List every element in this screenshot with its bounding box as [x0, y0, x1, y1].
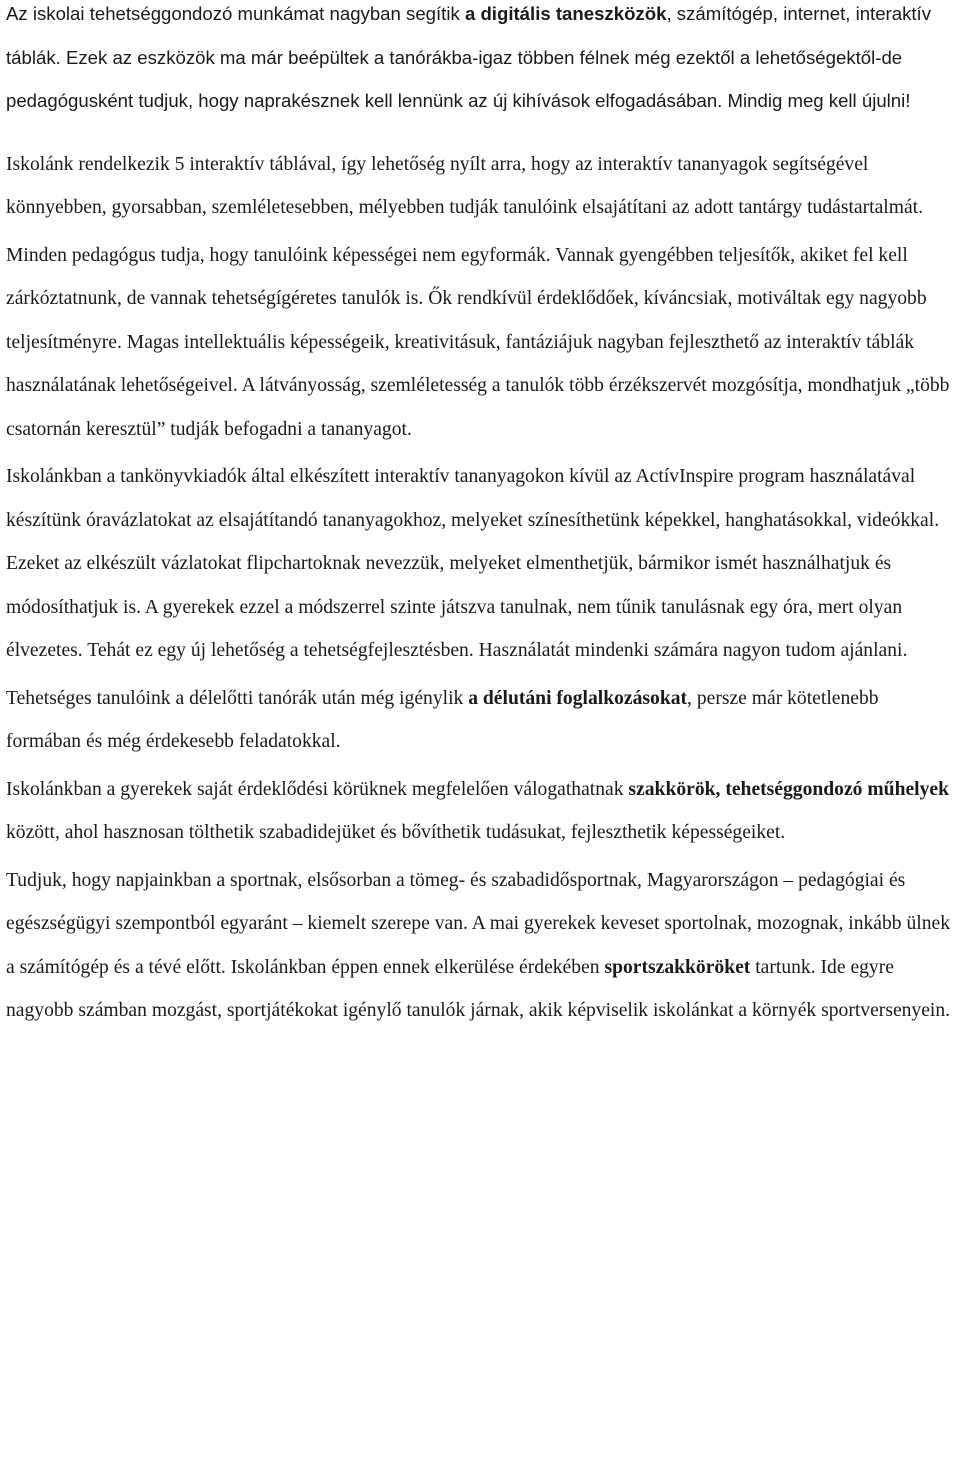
text-segment: Tehetséges tanulóink a délelőtti tanórák után még igénylik [6, 687, 469, 709]
text-segment: Minden pedagógus tudja, hogy tanulóink képességei nem egyformák. Vannak gyengébben teljesítők, akiket fel kell zárkóztatnunk, de vannak tehetségígéretes tanulók is. Ők rendkívül érdeklődőek, kíváncsiak, motiváltak egy nagyobb teljesítményre. Magas intellektuális képességeik, kreativitásuk, fantáziájuk nagyban fejleszthető az interaktív táblák használatának lehetőségeivel. A látványosság, szemléletesség a tanulók több érzékszervét mozgósítja, mondhatjuk „több csatornán keresztül” tudják befogadni a tananyagot. [6, 244, 950, 440]
text-segment: tartunk. Ide egyre nagyobb számban mozgást, sportjátékokat igénylő tanulók járnak, akik képviselik iskolánkat a környék sportversenyein. [6, 956, 951, 1021]
paragraph-student-abilities [6, 234, 956, 452]
paragraph-digital-tools [6, 0, 956, 123]
bold-segment: a digitális taneszközök [464, 3, 667, 24]
bold-segment: a délutáni foglalkozásokat [468, 687, 688, 709]
text-segment: Iskolánkban a tankönyvkiadók által elkészített interaktív tananyagokon kívül az ActívInspire program használatával készítünk óravázlatokat az elsajátítandó tananyagokhoz, melyeket színesíthetünk képekkel, hanghatásokkal, videókkal. Ezeket az elkészült vázlatokat flipchartoknak nevezzük, melyeket elmenthetjük, bármikor ismét használhatjuk és módosíthatjuk is. A gyerekek ezzel a módszerrel szinte játszva tanulnak, nem tűnik tanulásnak egy óra, mert olyan élvezetes. Tehát ez egy új lehetőség a tehetségfejlesztésben. Használatát mindenki számára nagyon tudom ajánlani. [6, 466, 940, 661]
paragraph-activinspire [6, 455, 956, 673]
text-segment: , számítógép, internet, interaktív táblák. Ezek az eszközök ma már beépültek a tanórákba-igaz többen félnek még ezektől a lehetőségektől-de pedagógusként tudjuk, hogy naprakésznek kell lennünk az új kihívások elfogadásában. Mindig meg kell újulni! [6, 3, 932, 111]
paragraph-afternoon-sessions [6, 677, 956, 764]
text-segment: Tudjuk, hogy napjainkban a sportnak, elsősorban a tömeg- és szabadidősportnak, Magyarországon – pedagógiai és egészségügyi szempontból egyaránt – kiemelt szerepe van. A mai gyerekek keveset sportolnak, mozognak, inkább ülnek a számítógép és a tévé előtt. Iskolánkban éppen ennek elkerülése érdekében [6, 869, 951, 978]
bold-segment: szakkörök, tehetséggondozó műhelyek [628, 778, 950, 800]
paragraph-study-circles [6, 768, 956, 855]
text-segment: között, ahol hasznosan tölthetik szabadidejüket és bővíthetik tudásukat, fejleszthetik képességeiket. [6, 822, 786, 843]
text-segment: , persze már kötetlenebb formában és még érdekesebb feladatokkal. [6, 687, 879, 752]
text-segment: Iskolánk rendelkezik 5 interaktív táblával, így lehetőség nyílt arra, hogy az interaktív tananyagok segítségével könnyebben, gyorsabban, szemléletesebben, mélyebben tudják tanulóink elsajátítani az adott tantárgy tudástartalmát. [6, 153, 923, 218]
paragraph-sports [6, 859, 956, 1033]
paragraph-interactive-boards [6, 143, 956, 230]
bold-segment: sportszakköröket [604, 956, 751, 978]
text-segment: Az iskolai tehetséggondozó munkámat nagyban segítik [6, 3, 465, 24]
document-page [6, 0, 956, 1033]
text-segment: Iskolánkban a gyerekek saját érdeklődési körüknek megfelelően válogathatnak [6, 778, 629, 800]
